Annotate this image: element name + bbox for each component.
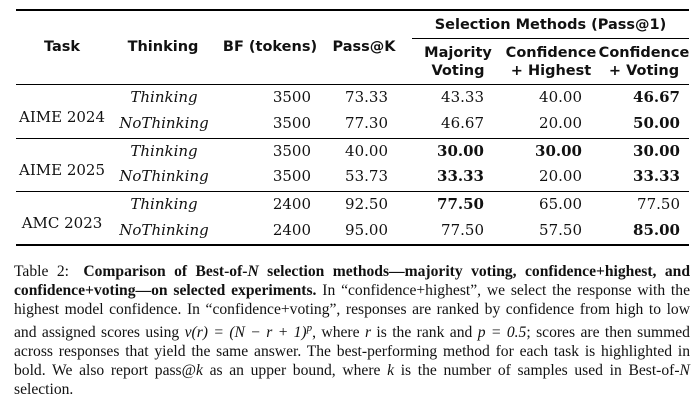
cell-confidence-voting: 50.00 (633, 114, 680, 132)
header-rule (16, 84, 689, 85)
header-conf-voting-line2: + Voting (608, 63, 680, 79)
cell-bf-tokens: 3500 (272, 167, 311, 185)
cell-bf-tokens: 3500 (272, 142, 311, 160)
header-thinking: Thinking (127, 39, 199, 55)
cell-confidence-voting: 33.33 (633, 167, 680, 185)
header-majority-line2: Voting (431, 63, 485, 79)
cell-confidence-voting: 85.00 (633, 221, 680, 239)
header-majority-line1: Majority (424, 45, 492, 61)
scoring-formula: $v(r) = (N - r + 1)^p$ (184, 322, 313, 342)
cell-majority-voting: 77.50 (437, 195, 484, 213)
header-pass-at-k: Pass@K (332, 39, 396, 55)
cell-confidence-voting: 77.50 (637, 195, 680, 213)
cell-pass-at-k: 95.00 (345, 221, 388, 239)
cell-confidence-highest: 30.00 (535, 142, 582, 160)
cell-task: AMC 2023 (21, 214, 103, 232)
bottom-rule (16, 244, 689, 246)
cell-bf-tokens: 2400 (272, 195, 311, 213)
group-rule-2 (16, 191, 689, 192)
group-underline (412, 38, 689, 39)
cell-majority-voting: 43.33 (441, 88, 484, 106)
header-task: Task (43, 39, 81, 55)
header-bf: BF (tokens) (222, 39, 318, 55)
table-caption (14, 262, 690, 399)
cell-bf-tokens: 3500 (272, 88, 311, 106)
cell-thinking-mode: Thinking (130, 195, 198, 213)
cell-pass-at-k: 92.50 (345, 195, 388, 213)
cell-thinking-mode: NoThinking (119, 221, 209, 239)
cell-majority-voting: 46.67 (441, 114, 484, 132)
top-rule (16, 9, 689, 11)
header-conf-voting-line1: Confidence (598, 45, 690, 61)
cell-pass-at-k: 40.00 (345, 142, 388, 160)
cell-confidence-voting: 30.00 (633, 142, 680, 160)
cell-pass-at-k: 77.30 (345, 114, 388, 132)
cell-majority-voting: 33.33 (437, 167, 484, 185)
cell-thinking-mode: Thinking (130, 88, 198, 106)
cell-thinking-mode: Thinking (130, 142, 198, 160)
cell-thinking-mode: NoThinking (119, 114, 209, 132)
cell-confidence-highest: 20.00 (539, 114, 582, 132)
cell-majority-voting: 77.50 (441, 221, 484, 239)
caption-label: Table 2: (14, 263, 69, 280)
cell-task: AIME 2024 (18, 108, 105, 126)
cell-majority-voting: 30.00 (437, 142, 484, 160)
header-selection-methods: Selection Methods (Pass@1) (434, 17, 667, 33)
cell-confidence-highest: 57.50 (539, 221, 582, 239)
caption-title: Comparison of Best-of-N selection methods—majority voting, confidence+highest, and confidence+voting—on selected experiments. (14, 263, 690, 299)
cell-confidence-highest: 40.00 (539, 88, 582, 106)
header-conf-highest-line2: + Highest (510, 63, 592, 79)
group-rule-1 (16, 138, 689, 139)
caption-body: In “confidence+highest”, we select the response with the highest model confidence. In “confidence+voting”, responses are ranked by confidence from high to low and assigned scores using $v(r) = (N - r + 1)^p$, where r is the rank and p = 0.5; scores are then summed across responses that yield the same answer. The best-performing method for each task is highlighted in bold. We also report pass@k as an upper bound, where k is the number of samples used in Best-of-N selection. (14, 282, 690, 399)
cell-confidence-highest: 20.00 (539, 167, 582, 185)
cell-confidence-highest: 65.00 (539, 195, 582, 213)
cell-pass-at-k: 73.33 (345, 88, 388, 106)
cell-bf-tokens: 3500 (272, 114, 311, 132)
cell-thinking-mode: NoThinking (119, 167, 209, 185)
cell-confidence-voting: 46.67 (633, 88, 680, 106)
header-conf-highest-line1: Confidence (505, 45, 597, 61)
cell-pass-at-k: 53.73 (345, 167, 388, 185)
cell-task: AIME 2025 (18, 161, 105, 179)
cell-bf-tokens: 2400 (272, 221, 311, 239)
